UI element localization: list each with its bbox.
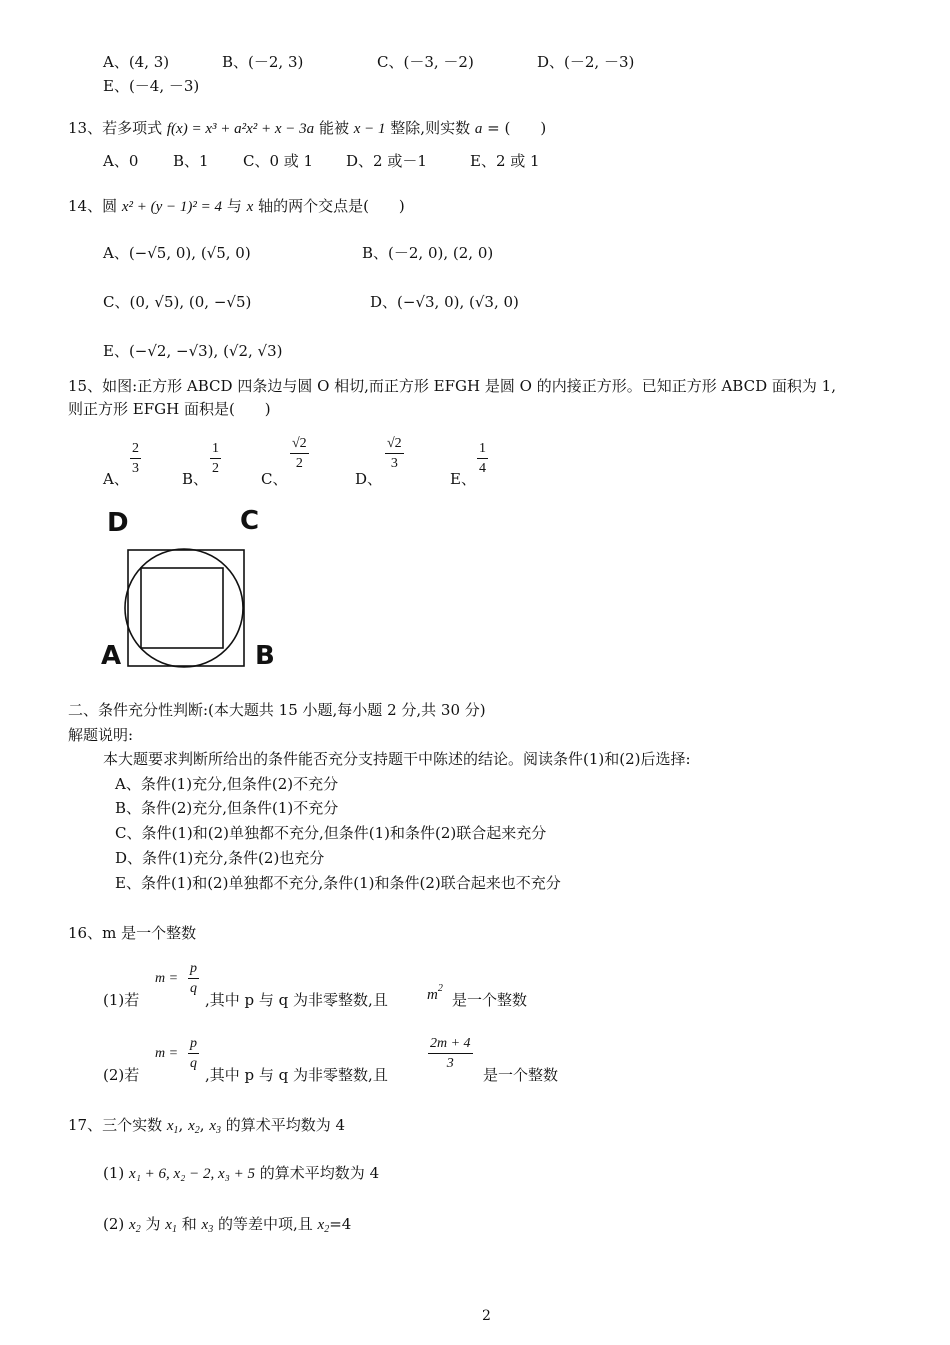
q17-c2-text-a: 为 — [145, 1215, 161, 1233]
q16-c1-tail: 是一个整数 — [452, 991, 528, 1009]
q17-c2-label: (2) — [103, 1215, 125, 1233]
q14-stem — [68, 196, 405, 217]
q17-stem-suffix: 的算术平均数为 4 — [225, 1116, 346, 1134]
q15-option-e-fraction — [477, 441, 488, 477]
q14-equation: x² + (y − 1)² = 4 — [121, 199, 223, 215]
section2-instructions: 本大题要求判断所给出的条件能否充分支持题干中陈述的结论。阅读条件(1)和(2)后选择: — [103, 750, 691, 768]
q13-var: a — [474, 121, 483, 137]
inscribed-circle-o — [125, 549, 243, 667]
q16-c1-den: q — [190, 981, 197, 996]
q16-c2-den: q — [190, 1056, 197, 1071]
q17-c2-text-c: 的等差中项,且 — [217, 1215, 313, 1233]
q12-option-e: E、(－4, －3) — [103, 77, 200, 95]
q16-c1-msq: $m^2$ — [427, 983, 443, 1003]
section2-choice-d: D、条件(1)充分,条件(2)也充分 — [115, 849, 325, 867]
q15-option-b-den: 2 — [212, 461, 219, 476]
q15-line2: 则正方形 EFGH 面积是( ) — [68, 400, 271, 418]
q16-c2-fraction — [188, 1036, 199, 1072]
q14-option-d: D、(−√3, 0), (√3, 0) — [370, 293, 519, 311]
q14-option-e: E、(−√2, −√3), (√2, √3) — [103, 342, 283, 360]
q15-option-c-fraction — [290, 436, 309, 472]
figure-label-d: D — [107, 508, 129, 538]
q16-c1-num: p — [188, 961, 199, 979]
q16-c2-tail: 是一个整数 — [483, 1066, 559, 1084]
page-number: 2 — [482, 1308, 491, 1324]
q13-option-d: D、2 或－1 — [346, 152, 427, 170]
q16-c2-num: p — [188, 1036, 199, 1054]
q15-option-d-fraction — [385, 436, 404, 472]
q13-polynomial: f(x) = x³ + a²x² + x − 3a — [166, 121, 315, 137]
q13-suffix: 整除,则实数 — [390, 119, 471, 137]
q17-c1-label: (1) — [103, 1164, 125, 1182]
q17-c2-text-b: 和 — [181, 1215, 197, 1233]
q17-c1-terms: x₁ + 6, x₂ − 2, x₃ + 5 — [129, 1166, 256, 1182]
q15-option-e-label: E、 — [450, 470, 476, 488]
q15-line1: 15、如图:正方形 ABCD 四条边与圆 O 相切,而正方形 EFGH 是圆 O 的内接正方形。已知正方形 ABCD 面积为 1, — [68, 377, 836, 395]
q16-c2-frac-num: 2m + 4 — [428, 1036, 473, 1054]
q15-option-e-num: 1 — [477, 441, 488, 459]
q12-option-a: A、(4, 3) — [103, 53, 170, 71]
q14-option-b: B、(－2, 0), (2, 0) — [362, 244, 494, 262]
q14-option-a: A、(−√5, 0), (√5, 0) — [103, 244, 251, 262]
q17-c2-tail: =4 — [329, 1215, 352, 1233]
q13-option-c: C、0 或 1 — [243, 152, 314, 170]
square-circle-figure — [122, 546, 246, 670]
figure-label-a: A — [101, 641, 122, 671]
q16-c1-label: (1)若 — [103, 991, 140, 1009]
q13-option-a: A、0 — [103, 152, 139, 170]
q12-option-c: C、(－3, －2) — [377, 53, 474, 71]
section2-choice-b: B、条件(2)充分,但条件(1)不充分 — [115, 799, 339, 817]
section2-instr-title: 解题说明: — [68, 726, 134, 744]
q16-c2-frac-den: 3 — [446, 1056, 454, 1071]
q15-option-c-label: C、 — [261, 470, 288, 488]
q16-c1-text: ,其中 p 与 q 为非零整数,且 — [205, 991, 388, 1009]
q13-divisor: x − 1 — [353, 121, 386, 137]
q17-c1-suffix: 的算术平均数为 4 — [259, 1164, 380, 1182]
q15-option-a-num: 2 — [130, 441, 141, 459]
q15-option-c-num: √2 — [290, 436, 309, 454]
q17-c1 — [103, 1163, 379, 1184]
q12-option-b: B、(－2, 3) — [222, 53, 304, 71]
q13-option-b: B、1 — [173, 152, 209, 170]
inner-square-efgh — [141, 568, 223, 648]
q15-option-c-den: 2 — [295, 456, 303, 471]
q13-mid: 能被 — [318, 119, 349, 137]
q15-option-b-fraction — [210, 441, 221, 477]
q12-option-d: D、(－2, －3) — [537, 53, 635, 71]
q16-stem: 16、m 是一个整数 — [68, 924, 197, 942]
q15-option-d-den: 3 — [390, 456, 398, 471]
q15-option-a-fraction — [130, 441, 141, 477]
section2-choice-a: A、条件(1)充分,但条件(2)不充分 — [115, 775, 339, 793]
figure-label-b: B — [255, 641, 275, 671]
q17-c2: (2) $x_2$ 为 $x_1$ 和 $x_3$ 的等差中项,且 $x_2=4$ — [103, 1215, 352, 1235]
q15-option-d-label: D、 — [355, 470, 383, 488]
q16-c2-text: ,其中 p 与 q 为非零整数,且 — [205, 1066, 388, 1084]
q16-c1-eq: m = — [155, 971, 179, 986]
q14-option-c: C、(0, √5), (0, −√5) — [103, 293, 252, 311]
q15-option-d-num: √2 — [385, 436, 404, 454]
q16-c2-label: (2)若 — [103, 1066, 140, 1084]
q13-end: = ( ) — [487, 119, 547, 137]
q17-stem: 17、三个实数 $x_1$, $x_2$, $x_3$ 的算术平均数为 4 — [68, 1116, 346, 1136]
section2-choice-e: E、条件(1)和(2)单独都不充分,条件(1)和条件(2)联合起来也不充分 — [115, 874, 561, 892]
q16-c1-m: m — [427, 987, 438, 1003]
q15-option-a-den: 3 — [132, 461, 139, 476]
q14-var: x — [246, 199, 254, 215]
q15-option-b-num: 1 — [210, 441, 221, 459]
q15-option-a-label: A、 — [103, 470, 129, 488]
q15-option-e-den: 4 — [479, 461, 486, 476]
q16-c2-fraction-2m4 — [428, 1036, 473, 1072]
q16-c2-eq: m = — [155, 1046, 179, 1061]
q13-prefix: 13、若多项式 — [68, 119, 163, 137]
q13-option-e: E、2 或 1 — [470, 152, 540, 170]
q17-stem-prefix: 17、三个实数 — [68, 1116, 163, 1134]
q16-c1-fraction — [188, 961, 199, 997]
section2-title: 二、条件充分性判断:(本大题共 15 小题,每小题 2 分,共 30 分) — [68, 701, 486, 719]
q15-option-b-label: B、 — [182, 470, 209, 488]
figure-label-c: C — [240, 506, 260, 536]
q14-suffix: 轴的两个交点是( ) — [258, 197, 405, 215]
section2-choice-c: C、条件(1)和(2)单独都不充分,但条件(1)和条件(2)联合起来充分 — [115, 824, 547, 842]
q14-mid: 与 — [226, 197, 242, 215]
q14-prefix: 14、圆 — [68, 197, 118, 215]
q13-stem — [68, 118, 546, 139]
